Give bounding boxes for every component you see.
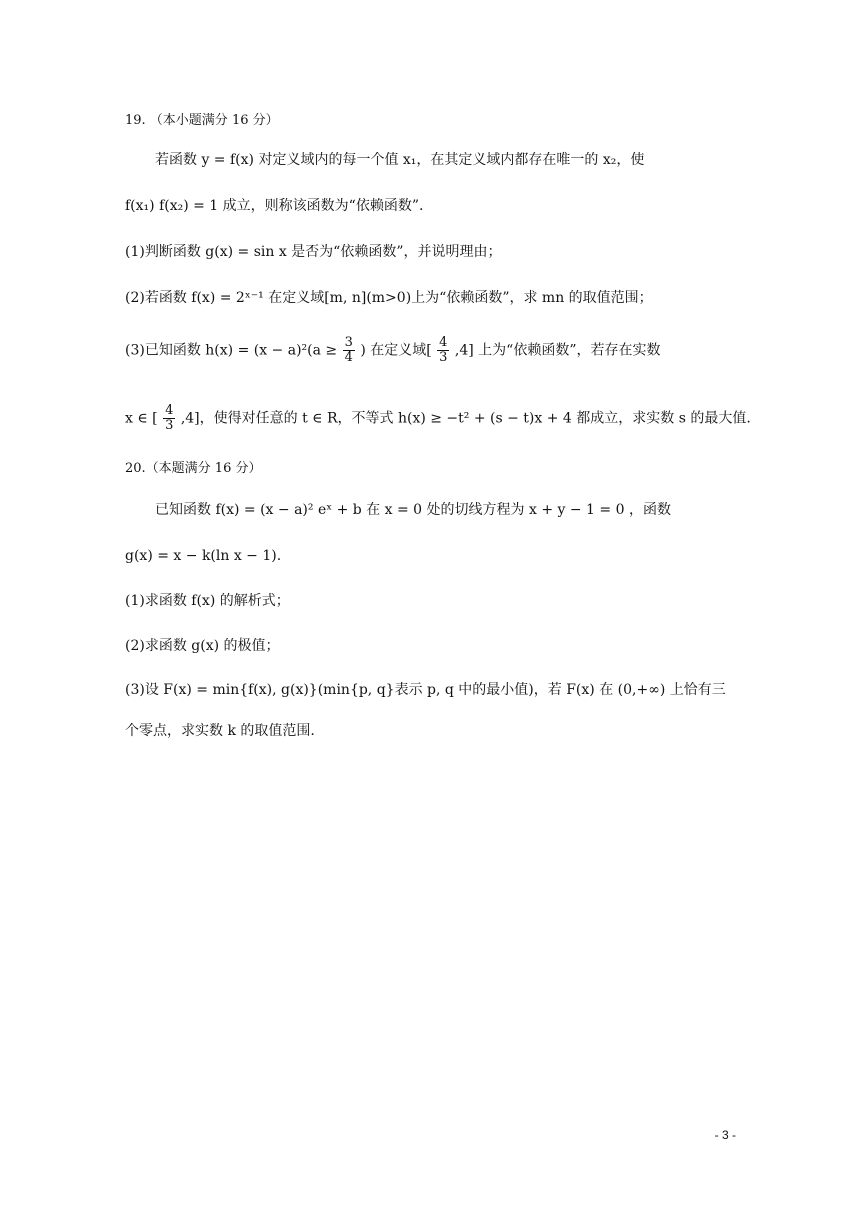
page-number: - 3 - [714, 1128, 736, 1142]
fraction-denominator: 4 [344, 350, 353, 365]
question-20-stem-line-1: 已知函数 f(x) = (x − a)² eˣ + b 在 x = 0 处的切线方程为 x + y − 1 = 0 ，函数 [155, 502, 671, 518]
question-20-part-2: (2)求函数 g(x) 的极值； [125, 638, 280, 654]
question-19-stem-line-2: f(x₁) f(x₂) = 1 成立，则称该函数为“依赖函数”. [125, 198, 424, 214]
question-19-stem-line-1: 若函数 y = f(x) 对定义域内的每一个值 x₁，在其定义域内都存在唯一的 x₂，使 [155, 152, 645, 168]
part-3-text-a: (3)已知函数 h(x) = (x − a)²(a ≥ [125, 342, 338, 359]
question-20-stem-line-2: g(x) = x − k(ln x − 1). [125, 548, 282, 564]
question-19-part-3-line-1 [125, 336, 742, 365]
fraction-denominator: 3 [439, 350, 448, 365]
fraction-three-quarters [343, 336, 355, 365]
question-19-header: 19. （本小题满分 16 分） [125, 113, 279, 128]
fraction-denominator: 3 [165, 418, 174, 433]
fraction-four-thirds [163, 404, 175, 433]
question-19-part-3-line-2 [125, 403, 751, 433]
question-20-part-1: (1)求函数 f(x) 的解析式； [125, 593, 290, 609]
question-19-part-1: (1)判断函数 g(x) = sin x 是否为“依赖函数”，并说明理由； [125, 244, 502, 260]
question-20-part-3-line-1: (3)设 F(x) = min{f(x), g(x)}(min{p, q}表示 p, q 中的最小值)，若 F(x) 在 (0,+∞) 上恰有三 [125, 682, 726, 698]
part-3-text-e: ,4]，使得对任意的 t ∈ R，不等式 h(x) ≥ −t² + (s − t)x + 4 都成立，求实数 s 的最大值. [180, 410, 751, 427]
fraction-numerator: 4 [439, 335, 448, 350]
question-20-header: 20.（本题满分 16 分） [125, 461, 262, 476]
part-3-text-d: x ∈ [ [125, 410, 158, 427]
part-3-text-b: ) 在定义域[ [360, 342, 432, 359]
fraction-numerator: 4 [165, 403, 174, 418]
fraction-numerator: 3 [344, 335, 353, 350]
fraction-four-thirds [437, 336, 449, 365]
part-3-text-c: ,4] 上为“依赖函数”，若存在实数 [454, 342, 661, 359]
question-19-part-2: (2)若函数 f(x) = 2ˣ⁻¹ 在定义域[m, n](m>0)上为“依赖函数”，求 mn 的取值范围； [125, 290, 653, 306]
question-20-part-3-line-2: 个零点，求实数 k 的取值范围. [125, 723, 315, 739]
